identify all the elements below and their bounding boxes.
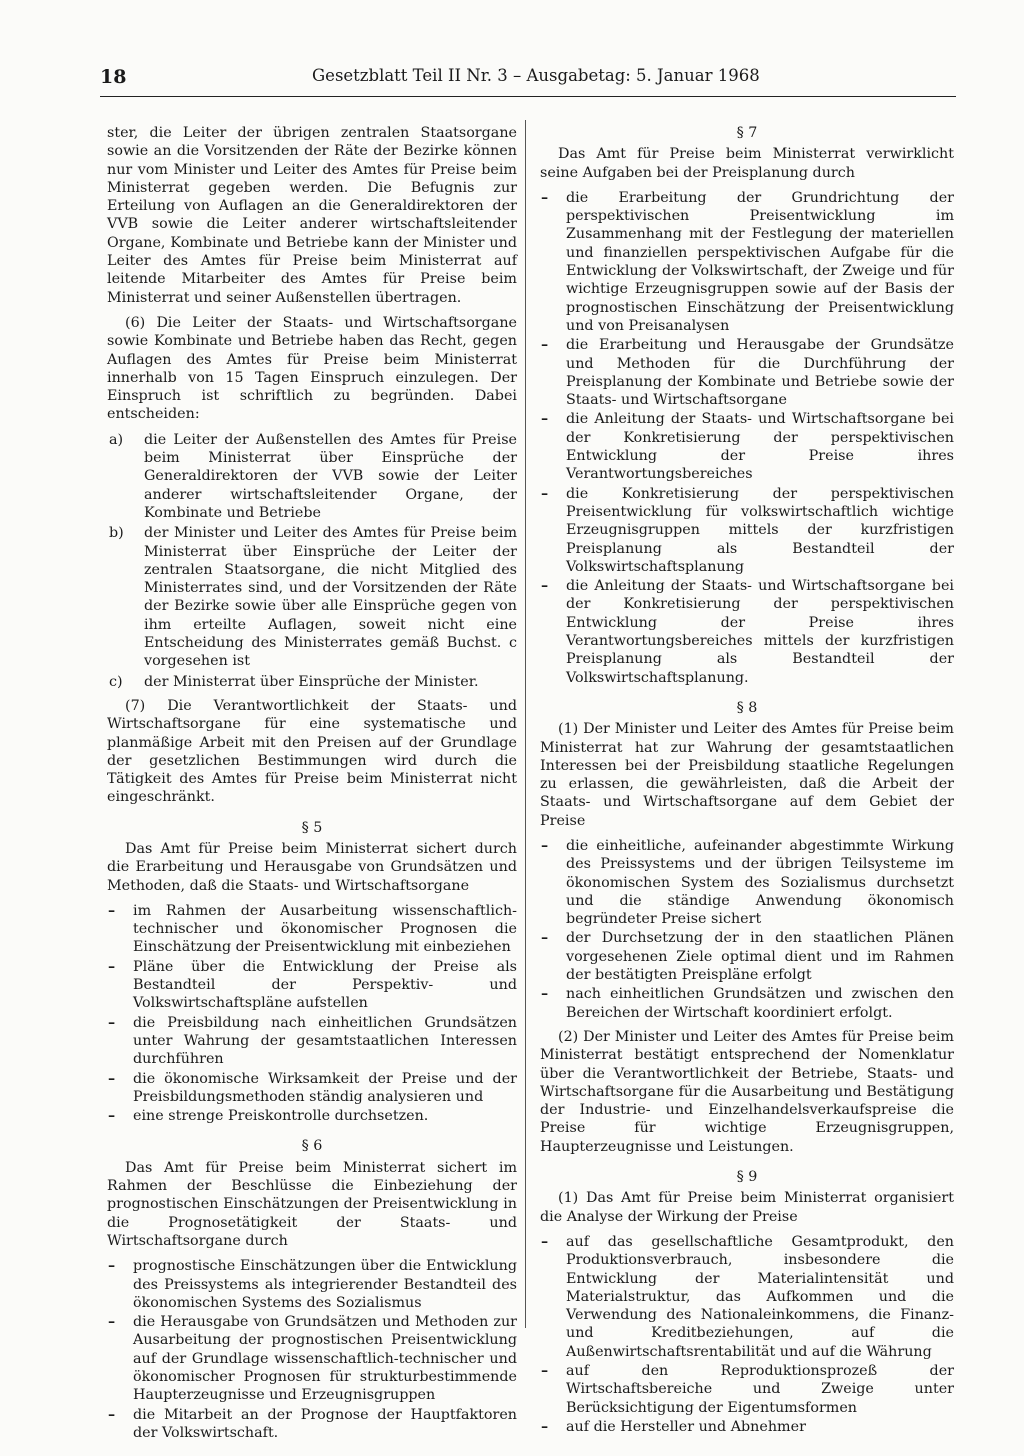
section-8-paragraph-1: (1) Der Minister und Leiter des Amtes für Preise beim Ministerrat hat zur Wahrung der gesamtstaatlichen Interessen bei der Preisbildung staatliche Regelungen zu erlassen, die gewährleisten, daß die Arbeit der Staats- und Wirtschaftsorgane auf dem Gebiet der Preise: [540, 721, 954, 829]
list-item: – die Anleitung der Staats- und Wirtschaftsorgane bei der Konkretisierung der perspektivischen Entwicklung der Preise ihres Verantwortungsbereiches: [540, 410, 954, 483]
list-item: – die Konkretisierung der perspektivischen Preisentwicklung für volkswirtschaftlich wichtige Erzeugnisgruppen mittels der kurzfristigen Preisplanung als Bestandteil der Volkswirtschaftsplanung: [540, 485, 954, 576]
section-8-list: [540, 837, 954, 1022]
page-number: 18: [100, 66, 127, 88]
list-item: b) der Minister und Leiter des Amtes für Preise beim Ministerrat über Einsprüche der Leiter der zentralen Staatsorgane, die nicht Mitglied des Ministerrates sind, und der Vorsitzenden der Räte der Bezirke sowie über alle Einsprüche gegen von ihm erteilte Auflagen, soweit nicht eine Entscheidung des Ministerrates gemäß Buchst. c vorgesehen ist: [109, 525, 517, 670]
paragraph-7: (7) Die Verantwortlichkeit der Staats- und Wirtschaftsorgane für eine systematische und planmäßige Arbeit mit den Preisen auf der Grundlage der gesetzlichen Bestimmungen wird durch die Tätigkeit des Amtes für Preise beim Ministerrat nicht eingeschränkt.: [107, 697, 517, 806]
section-9-list: [540, 1233, 954, 1436]
section-7-intro: Das Amt für Preise beim Ministerrat verwirklicht seine Aufgaben bei der Preisplanung durch: [540, 146, 954, 181]
list-item: – die Anleitung der Staats- und Wirtschaftsorgane bei der Konkretisierung der perspektivischen Entwicklung der Preise ihres Verantwortungsbereiches mittels der kurzfristigen Preisplanung als Bestandteil der Volkswirtschaftsplanung.: [540, 577, 954, 687]
list-item: – nach einheitlichen Grundsätzen und zwischen den Bereichen der Wirtschaft koordiniert erfolgt.: [540, 985, 954, 1022]
left-column: [107, 124, 517, 1448]
list-item: – auf den Reproduktionsprozeß der Wirtschaftsbereiche und Zweige unter Berücksichtigung der Eigentumsformen: [540, 1362, 954, 1417]
section-8-heading: § 8: [736, 699, 758, 716]
continuation-paragraph: ster, die Leiter der übrigen zentralen Staatsorgane sowie an die Vorsitzenden der Räte der Bezirke können nur vom Minister und Leiter des Amtes für Preise beim Ministerrat gegeben werden. Die Befugnis zur Erteilung von Auflagen an die Generaldirektoren der VVB sowie die Leiter anderer wirtschaftsleitender Organe, Kombinate und Betriebe kann der Minister und Leiter des Amtes für Preise beim Ministerrat auf leitende Mitarbeiter des Amtes für Preise beim Ministerrat und seiner Außenstellen übertragen.: [107, 125, 517, 306]
section-9-heading: § 9: [736, 1169, 758, 1186]
section-6-heading: § 6: [301, 1138, 323, 1155]
section-7-list: [540, 189, 954, 687]
right-column: [540, 124, 954, 1442]
page-header: [100, 66, 956, 97]
list-item: – die Erarbeitung der Grundrichtung der perspektivischen Preisentwicklung im Zusammenhang mit der Festlegung der materiellen und finanziellen perspektivischen Aufgabe für die Entwicklung der Volkswirtschaft, der Zweige und für wichtige Erzeugnisgruppen sowie auf der Basis der prognostischen Einschätzung der Preisentwicklung und von Preisanalysen: [540, 189, 954, 335]
list-item: – prognostische Einschätzungen über die Entwicklung des Preissystems als integrierender Bestandteil des ökonomischen Systems des Sozialismus: [107, 1257, 517, 1312]
section-9-paragraph-1: (1) Das Amt für Preise beim Ministerrat organisiert die Analyse der Wirkung der Preise: [540, 1190, 954, 1225]
list-item: – die einheitliche, aufeinander abgestimmte Wirkung des Preissystems und der übrigen Teilsysteme im ökonomischen System des Sozialismus durchsetzt und die ständige Anwendung ökonomisch begründeter Preise sichert: [540, 837, 954, 928]
running-title: Gesetzblatt Teil II Nr. 3 – Ausgabetag: 5. Januar 1968: [312, 66, 760, 85]
list-item: – auf die Hersteller und Abnehmer: [540, 1418, 954, 1436]
list-item: – die Mitarbeit an der Prognose der Hauptfaktoren der Volkswirtschaft.: [107, 1406, 517, 1443]
section-7-heading: § 7: [736, 125, 758, 141]
list-item: – die Erarbeitung und Herausgabe der Grundsätze und Methoden für die Durchführung der Preisplanung der Kombinate und Betriebe sowie der Staats- und Wirtschaftsorgane: [540, 336, 954, 409]
list-item: – Pläne über die Entwicklung der Preise als Bestandteil der Perspektiv- und Volkswirtschaftspläne aufstellen: [107, 958, 517, 1013]
list-item: – der Durchsetzung der in den staatlichen Plänen vorgesehenen Ziele optimal dient und im Rahmen der bestätigten Preispläne erfolgt: [540, 929, 954, 984]
column-divider: [525, 120, 526, 1328]
list-item: – im Rahmen der Ausarbeitung wissenschaftlich-technischer und ökonomischer Prognosen die Einschätzung der Preisentwicklung mit einbeziehen: [107, 902, 517, 957]
section-5-intro: Das Amt für Preise beim Ministerrat sichert durch die Erarbeitung und Herausgabe von Grundsätzen und Methoden, daß die Staats- und Wirtschaftsorgane: [107, 840, 517, 894]
list-item: – die Preisbildung nach einheitlichen Grundsätzen unter Wahrung der gesamtstaatlichen Interessen durchführen: [107, 1014, 517, 1069]
list-item: – eine strenge Preiskontrolle durchsetzen.: [107, 1107, 517, 1125]
list-item: – die ökonomische Wirksamkeit der Preise und der Preisbildungsmethoden ständig analysieren und: [107, 1070, 517, 1107]
section-8-paragraph-2: (2) Der Minister und Leiter des Amtes für Preise beim Ministerrat bestätigt entsprechend der Nomenklatur über die Verantwortlichkeit der Betriebe, Staats- und Wirtschaftsorgane für die Ausarbeitung und Bestätigung der Industrie- und Einzelhandelsverkaufspreise die Preise für wichtige Erzeugnisgruppen, Haupterzeugnisse und Leistungen.: [540, 1028, 954, 1155]
section-6-list: [107, 1257, 517, 1442]
list-item: c) der Ministerrat über Einsprüche der Minister.: [109, 673, 479, 690]
section-5-list: [107, 902, 517, 1126]
paragraph-6: (6) Die Leiter der Staats- und Wirtschaftsorgane sowie Kombinate und Betriebe haben das Recht, gegen Auflagen des Amtes für Preise beim Ministerrat innerhalb von 15 Tagen Einspruch einzulegen. Der Einspruch ist schriftlich zu begründen. Dabei entscheiden:: [107, 314, 517, 423]
section-5-heading: § 5: [301, 819, 323, 836]
list-item: a) die Leiter der Außenstellen des Amtes für Preise beim Ministerrat über Einsprüche der Generaldirektoren der VVB sowie der Leiter anderer wirtschaftsleitender Organe, der Kombinate und Betriebe: [109, 431, 517, 521]
list-item: – auf das gesellschaftliche Gesamtprodukt, den Produktionsverbrauch, insbesondere die Entwicklung der Materialintensität und Materialstruktur, das Aufkommen und die Verwendung des Nationaleinkommens, die Finanz- und Kreditbeziehungen, auf die Außenwirtschaftsrentabilität und auf die Währung: [540, 1233, 954, 1361]
paragraph-6-list: [107, 431, 517, 691]
section-6-intro: Das Amt für Preise beim Ministerrat sichert im Rahmen der Beschlüsse die Einbeziehung der prognostischen Einschätzungen der Preisentwicklung in die Prognosetätigkeit der Staats- und Wirtschaftsorgane durch: [107, 1159, 517, 1249]
list-item: – die Herausgabe von Grundsätzen und Methoden zur Ausarbeitung der prognostischen Preisentwicklung auf der Grundlage wissenschaftlich-technischer und ökonomischer Prognosen für strukturbestimmende Haupterzeugnisse und Erzeugnisgruppen: [107, 1313, 517, 1404]
